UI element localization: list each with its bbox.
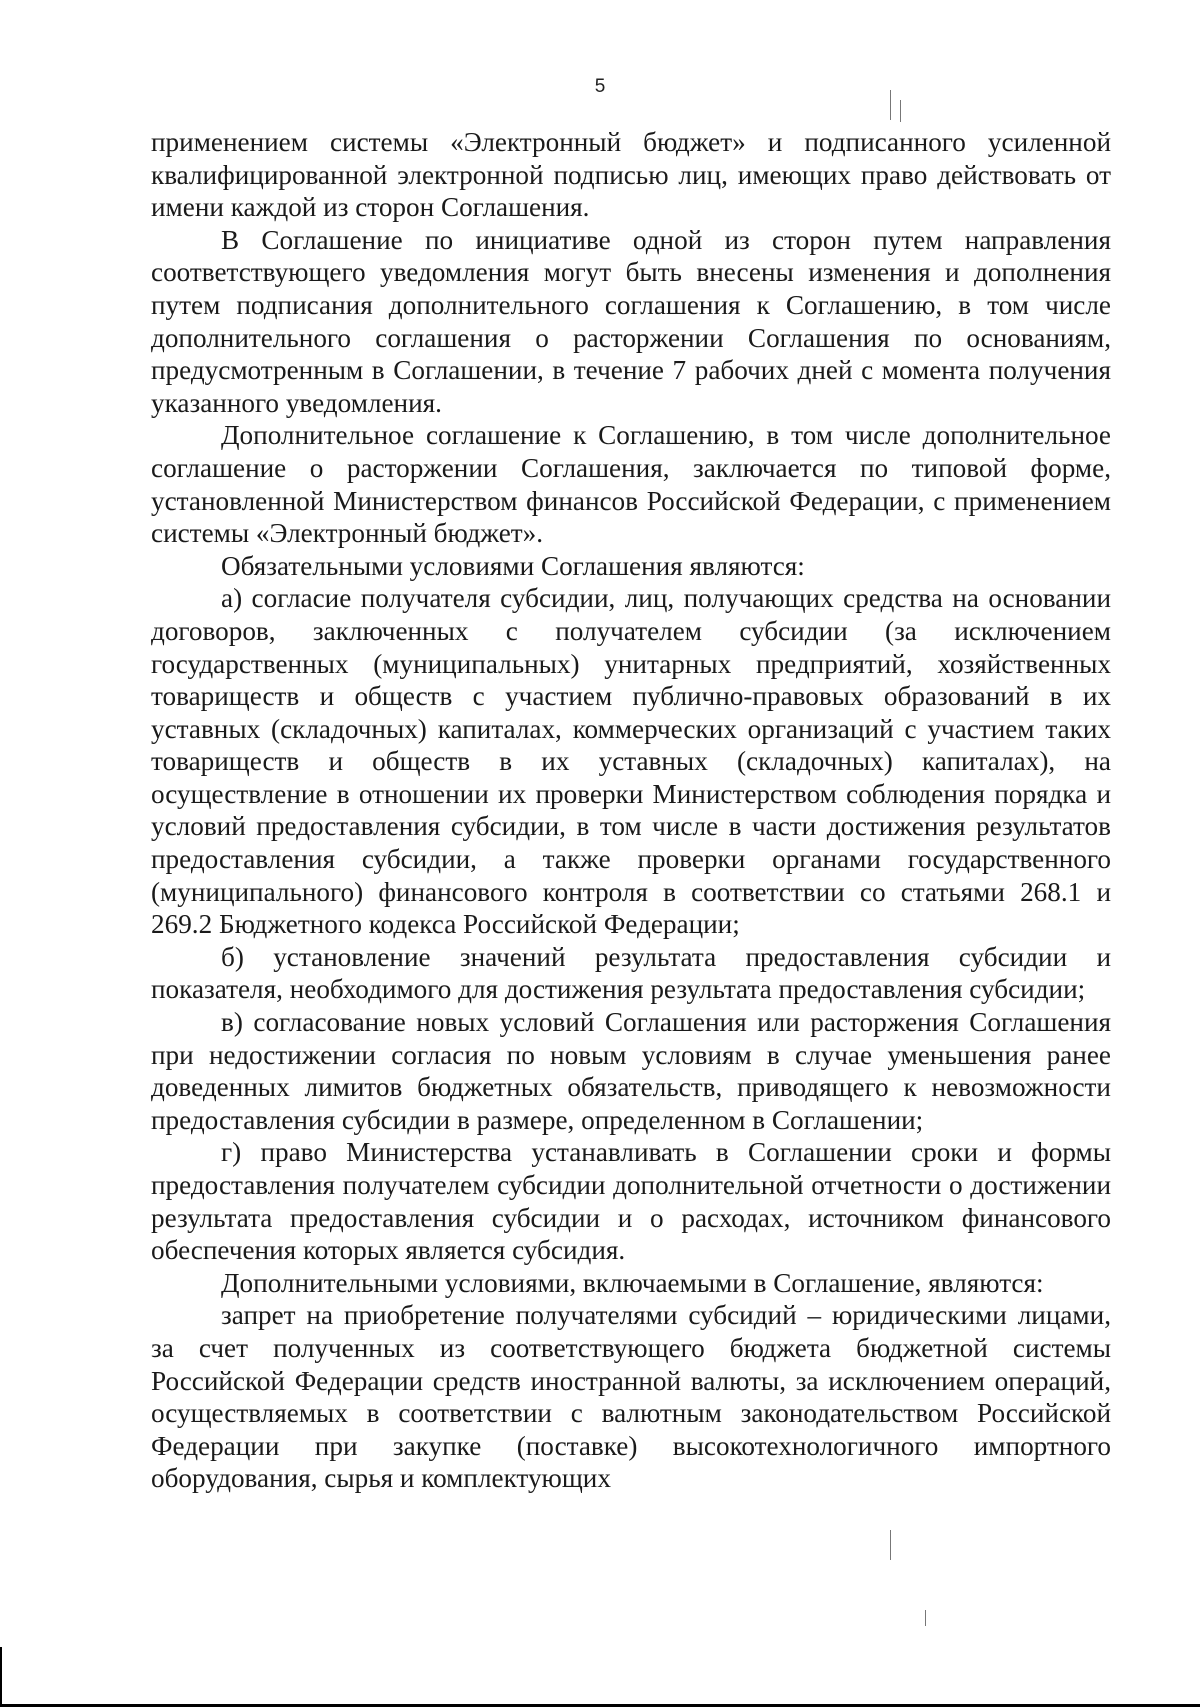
scan-artifact <box>890 90 891 120</box>
page-number: 5 <box>594 76 606 97</box>
paragraph-amendments: В Соглашение по инициативе одной из сторон путем направления соответствующего уведомления могут быть внесены изменения и дополнения путем подписания дополнительного соглашения к Соглашению, в том числе дополнительного соглашения о расторжении Соглашения по основаниям, предусмотренным в Соглашении, в течение 7 рабочих дней с момента получения указанного уведомления. <box>151 224 1111 418</box>
scan-artifact <box>900 100 901 122</box>
paragraph-condition-v: в) согласование новых условий Соглашения или расторжения Соглашения при недостижении согласия по новым условиям в случае уменьшения ранее доведенных лимитов бюджетных обязательств, приводящего к невозможности предоставления субсидии в размере, определенном в Соглашении; <box>151 1007 1111 1135</box>
paragraph-additional-conditions-heading: Дополнительными условиями, включаемыми в Соглашение, являются: <box>221 1267 1044 1298</box>
paragraph-condition-a: а) согласие получателя субсидии, лиц, получающих средства на основании договоров, заключенных с получателем субсидии (за исключением государственных (муниципальных) унитарных предприятий, хозяйственных товариществ и обществ с участием публично-правовых образований в их уставных (складочных) капиталах, коммерческих организаций с участием таких товариществ и обществ в их уставных (складочных) капиталах), на осуществление в отношении их проверки Министерством соблюдения порядка и условий предоставления субсидии, в том числе в части достижения результатов предоставления субсидии, а также проверки органами государственного (муниципального) финансового контроля в соответствии со статьями 268.1 и 269.2 Бюджетного кодекса Российской Федерации; <box>151 583 1111 940</box>
paragraph-continuation: применением системы «Электронный бюджет» и подписанного усиленной квалифицированной электронной подписью лиц, имеющих право действовать от имени каждой из сторон Соглашения. <box>151 127 1111 223</box>
paragraph-additional-agreement: Дополнительное соглашение к Соглашению, в том числе дополнительное соглашение о расторжении Соглашения, заключается по типовой форме, установленной Министерством финансов Российской Федерации, с применением системы «Электронный бюджет». <box>151 420 1111 549</box>
scan-border-left <box>0 1647 2 1707</box>
paragraph-condition-g: г) право Министерства устанавливать в Соглашении сроки и формы предоставления получателем субсидии дополнительной отчетности о достижении результата предоставления субсидии и о расходах, источником финансового обеспечения которых является субсидия. <box>151 1137 1111 1266</box>
paragraph-currency-prohibition: запрет на приобретение получателями субсидий – юридическими лицами, за счет полученных из соответствующего бюджета бюджетной системы Российской Федерации средств иностранной валюты, за исключением операций, осуществляемых в соответствии с валютным законодательством Российской Федерации при закупке (поставке) высокотехнологичного импортного оборудования, сырья и комплектующих <box>151 1300 1111 1494</box>
scan-artifact <box>890 1530 891 1560</box>
paragraph-condition-b: б) установление значений результата предоставления субсидии и показателя, необходимого для достижения результата предоставления субсидии; <box>151 941 1111 1005</box>
paragraph-mandatory-conditions-heading: Обязательными условиями Соглашения являются: <box>221 550 805 581</box>
document-body <box>151 126 1111 1495</box>
scan-artifact <box>925 1610 926 1626</box>
